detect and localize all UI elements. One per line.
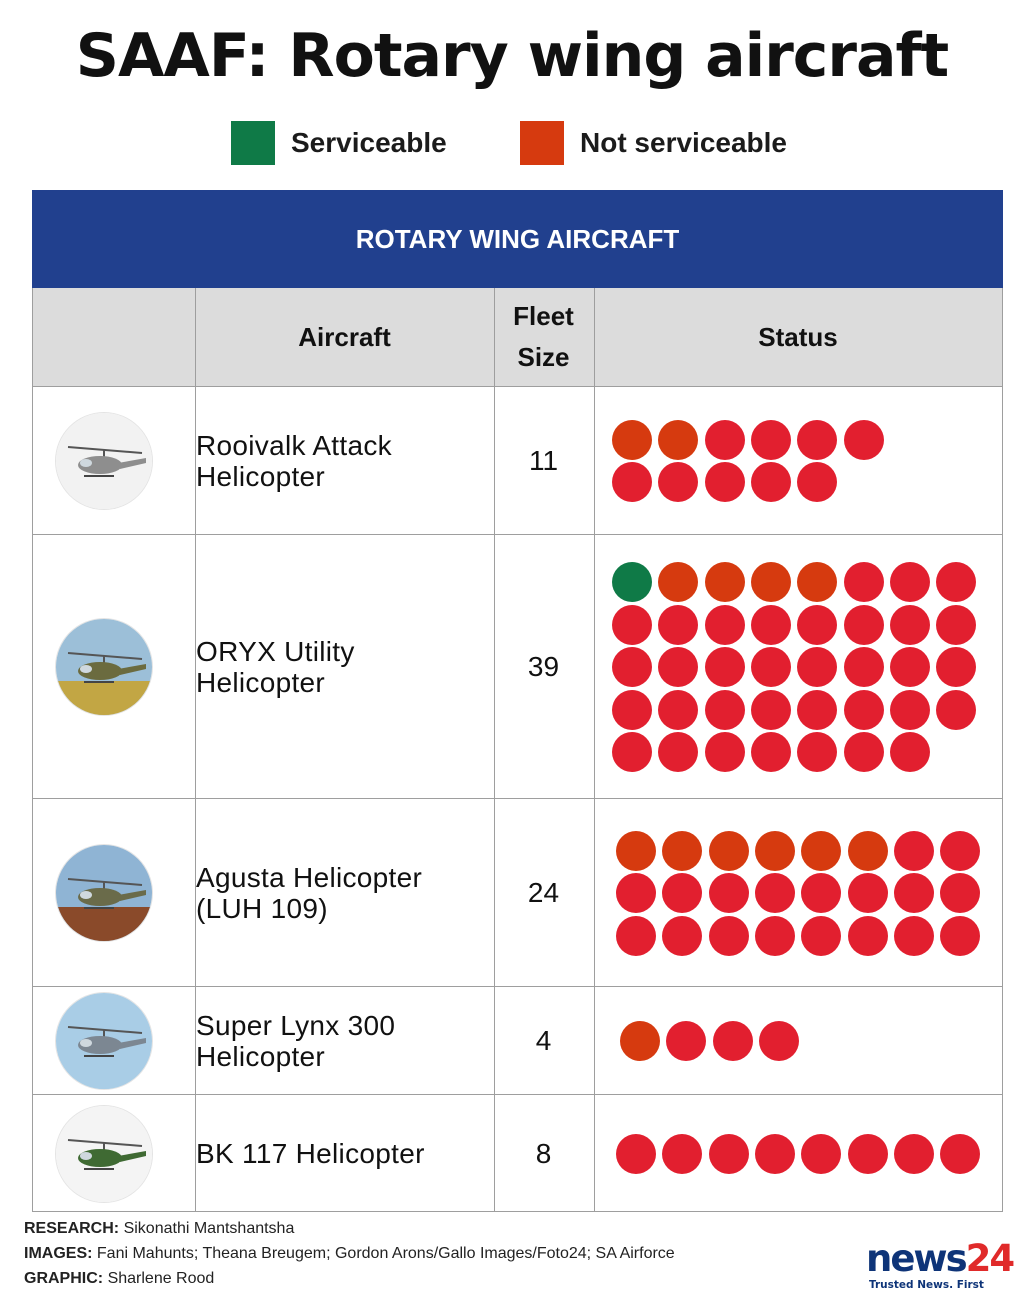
status-dot-not-serviceable	[890, 562, 930, 602]
aircraft-photo-super-lynx	[56, 993, 152, 1089]
aircraft-name: Rooivalk Attack Helicopter	[196, 430, 392, 492]
status-dot-not-serviceable	[709, 831, 749, 871]
status-dot-not-serviceable	[797, 732, 837, 772]
legend-swatch-not-serviceable	[520, 121, 564, 165]
aircraft-photo-agusta	[56, 845, 152, 941]
status-dot-not-serviceable	[662, 831, 702, 871]
status-dot-not-serviceable	[848, 916, 888, 956]
status-dot-not-serviceable	[848, 873, 888, 913]
status-dot-not-serviceable	[936, 647, 976, 687]
status-dot-not-serviceable	[662, 1134, 702, 1174]
status-dot-not-serviceable	[797, 690, 837, 730]
status-dot-not-serviceable	[658, 647, 698, 687]
status-dot-not-serviceable	[620, 1021, 660, 1061]
status-dot-not-serviceable	[666, 1021, 706, 1061]
table-banner: ROTARY WING AIRCRAFT	[32, 190, 1003, 288]
fleet-size-value: 8	[535, 1138, 552, 1169]
status-dot-not-serviceable	[801, 916, 841, 956]
status-dot-not-serviceable	[705, 690, 745, 730]
status-dot-not-serviceable	[940, 873, 980, 913]
status-dot-not-serviceable	[894, 1134, 934, 1174]
status-dot-not-serviceable	[801, 1134, 841, 1174]
column-header-aircraft: Aircraft	[298, 321, 391, 352]
credit-images: IMAGES: Fani Mahunts; Theana Breugem; Gordon Arons/Gallo Images/Foto24; SA Airforce	[24, 1245, 675, 1262]
status-dot-not-serviceable	[616, 916, 656, 956]
status-dot-not-serviceable	[936, 562, 976, 602]
status-dot-not-serviceable	[759, 1021, 799, 1061]
status-dot-serviceable	[612, 562, 652, 602]
status-dot-not-serviceable	[848, 1134, 888, 1174]
status-dot-not-serviceable	[844, 647, 884, 687]
status-dot-not-serviceable	[705, 605, 745, 645]
legend-label-not-serviceable: Not serviceable	[580, 127, 787, 158]
status-dot-not-serviceable	[705, 420, 745, 460]
status-dot-not-serviceable	[705, 647, 745, 687]
aircraft-name: Agusta Helicopter (LUH 109)	[196, 862, 423, 924]
aircraft-name: Super Lynx 300 Helicopter	[196, 1010, 396, 1072]
helicopter-icon	[56, 845, 152, 941]
status-dot-not-serviceable	[801, 873, 841, 913]
status-dot-not-serviceable	[709, 1134, 749, 1174]
status-dot-not-serviceable	[797, 562, 837, 602]
status-dot-not-serviceable	[713, 1021, 753, 1061]
status-dot-not-serviceable	[662, 916, 702, 956]
status-dot-not-serviceable	[751, 562, 791, 602]
status-dot-not-serviceable	[709, 873, 749, 913]
status-dots	[594, 535, 1002, 799]
fleet-size-value: 39	[527, 651, 560, 682]
status-dot-not-serviceable	[940, 831, 980, 871]
fleet-size-value: 24	[527, 877, 560, 908]
column-header-status: Status	[758, 321, 838, 352]
status-dot-not-serviceable	[751, 420, 791, 460]
aircraft-photo-rooivalk	[56, 413, 152, 509]
status-dot-not-serviceable	[612, 690, 652, 730]
status-dot-not-serviceable	[658, 690, 698, 730]
status-dot-not-serviceable	[890, 605, 930, 645]
table-row-oryx	[32, 535, 1003, 799]
aircraft-name: ORYX Utility Helicopter	[196, 636, 355, 698]
status-dot-not-serviceable	[844, 732, 884, 772]
credits	[24, 1216, 675, 1291]
aircraft-photo-bk-117	[56, 1106, 152, 1202]
status-dot-not-serviceable	[890, 732, 930, 772]
status-dot-not-serviceable	[940, 1134, 980, 1174]
status-dot-not-serviceable	[612, 732, 652, 772]
status-dot-not-serviceable	[751, 605, 791, 645]
table-row-bk-117	[32, 1095, 1003, 1212]
status-dot-not-serviceable	[844, 605, 884, 645]
status-dots	[594, 1095, 1002, 1212]
status-dot-not-serviceable	[755, 1134, 795, 1174]
credit-research: RESEARCH: Sikonathi Mantshantsha	[24, 1220, 295, 1237]
status-dot-not-serviceable	[612, 605, 652, 645]
fleet-status-table	[32, 190, 1003, 1212]
status-dot-not-serviceable	[894, 916, 934, 956]
status-dots	[594, 799, 1002, 987]
column-header-fleet-size: Fleet Size	[513, 301, 574, 372]
status-dot-not-serviceable	[848, 831, 888, 871]
status-dot-not-serviceable	[797, 647, 837, 687]
status-dots	[594, 387, 1002, 535]
status-dot-not-serviceable	[612, 420, 652, 460]
status-dot-not-serviceable	[755, 873, 795, 913]
status-dot-not-serviceable	[797, 462, 837, 502]
status-dot-not-serviceable	[797, 605, 837, 645]
helicopter-icon	[56, 1106, 152, 1202]
status-dot-not-serviceable	[755, 916, 795, 956]
status-dot-not-serviceable	[658, 732, 698, 772]
status-dot-not-serviceable	[616, 873, 656, 913]
helicopter-icon	[56, 413, 152, 509]
status-dot-not-serviceable	[890, 690, 930, 730]
credit-graphic: GRAPHIC: Sharlene Rood	[24, 1270, 215, 1287]
table-row-agusta	[32, 799, 1003, 987]
status-dot-not-serviceable	[936, 690, 976, 730]
status-dot-not-serviceable	[844, 690, 884, 730]
status-dot-not-serviceable	[890, 647, 930, 687]
status-dot-not-serviceable	[662, 873, 702, 913]
aircraft-name: BK 117 Helicopter	[196, 1138, 425, 1169]
status-dot-not-serviceable	[709, 916, 749, 956]
status-dot-not-serviceable	[755, 831, 795, 871]
status-dot-not-serviceable	[705, 732, 745, 772]
status-dot-not-serviceable	[658, 605, 698, 645]
status-dot-not-serviceable	[658, 462, 698, 502]
status-dot-not-serviceable	[751, 732, 791, 772]
news24-logo[interactable]: news24 Trusted News. First	[866, 1237, 1014, 1291]
status-dot-not-serviceable	[894, 873, 934, 913]
status-dots	[594, 987, 1002, 1095]
fleet-size-value: 4	[535, 1025, 552, 1056]
legend-label-serviceable: Serviceable	[291, 127, 447, 158]
status-dot-not-serviceable	[894, 831, 934, 871]
status-dot-not-serviceable	[705, 562, 745, 602]
status-dot-not-serviceable	[658, 562, 698, 602]
status-dot-not-serviceable	[705, 462, 745, 502]
status-dot-not-serviceable	[801, 831, 841, 871]
status-dot-not-serviceable	[797, 420, 837, 460]
table-row-rooivalk	[32, 387, 1003, 535]
status-dot-not-serviceable	[658, 420, 698, 460]
status-dot-not-serviceable	[751, 462, 791, 502]
status-dot-not-serviceable	[616, 1134, 656, 1174]
status-dot-not-serviceable	[612, 647, 652, 687]
page-title: SAAF: Rotary wing aircraft	[75, 21, 949, 91]
legend-swatch-serviceable	[231, 121, 275, 165]
status-dot-not-serviceable	[616, 831, 656, 871]
fleet-size-value: 11	[528, 445, 559, 476]
table-header-row	[32, 288, 1003, 387]
status-dot-not-serviceable	[940, 916, 980, 956]
logo-tagline: Trusted News. First	[869, 1279, 984, 1291]
status-dot-not-serviceable	[844, 562, 884, 602]
status-dot-not-serviceable	[612, 462, 652, 502]
status-dot-not-serviceable	[936, 605, 976, 645]
aircraft-photo-oryx	[56, 619, 152, 715]
status-dot-not-serviceable	[751, 647, 791, 687]
status-dot-not-serviceable	[751, 690, 791, 730]
status-dot-not-serviceable	[844, 420, 884, 460]
table-row-super-lynx	[32, 987, 1003, 1095]
helicopter-icon	[56, 619, 152, 715]
helicopter-icon	[56, 993, 152, 1089]
